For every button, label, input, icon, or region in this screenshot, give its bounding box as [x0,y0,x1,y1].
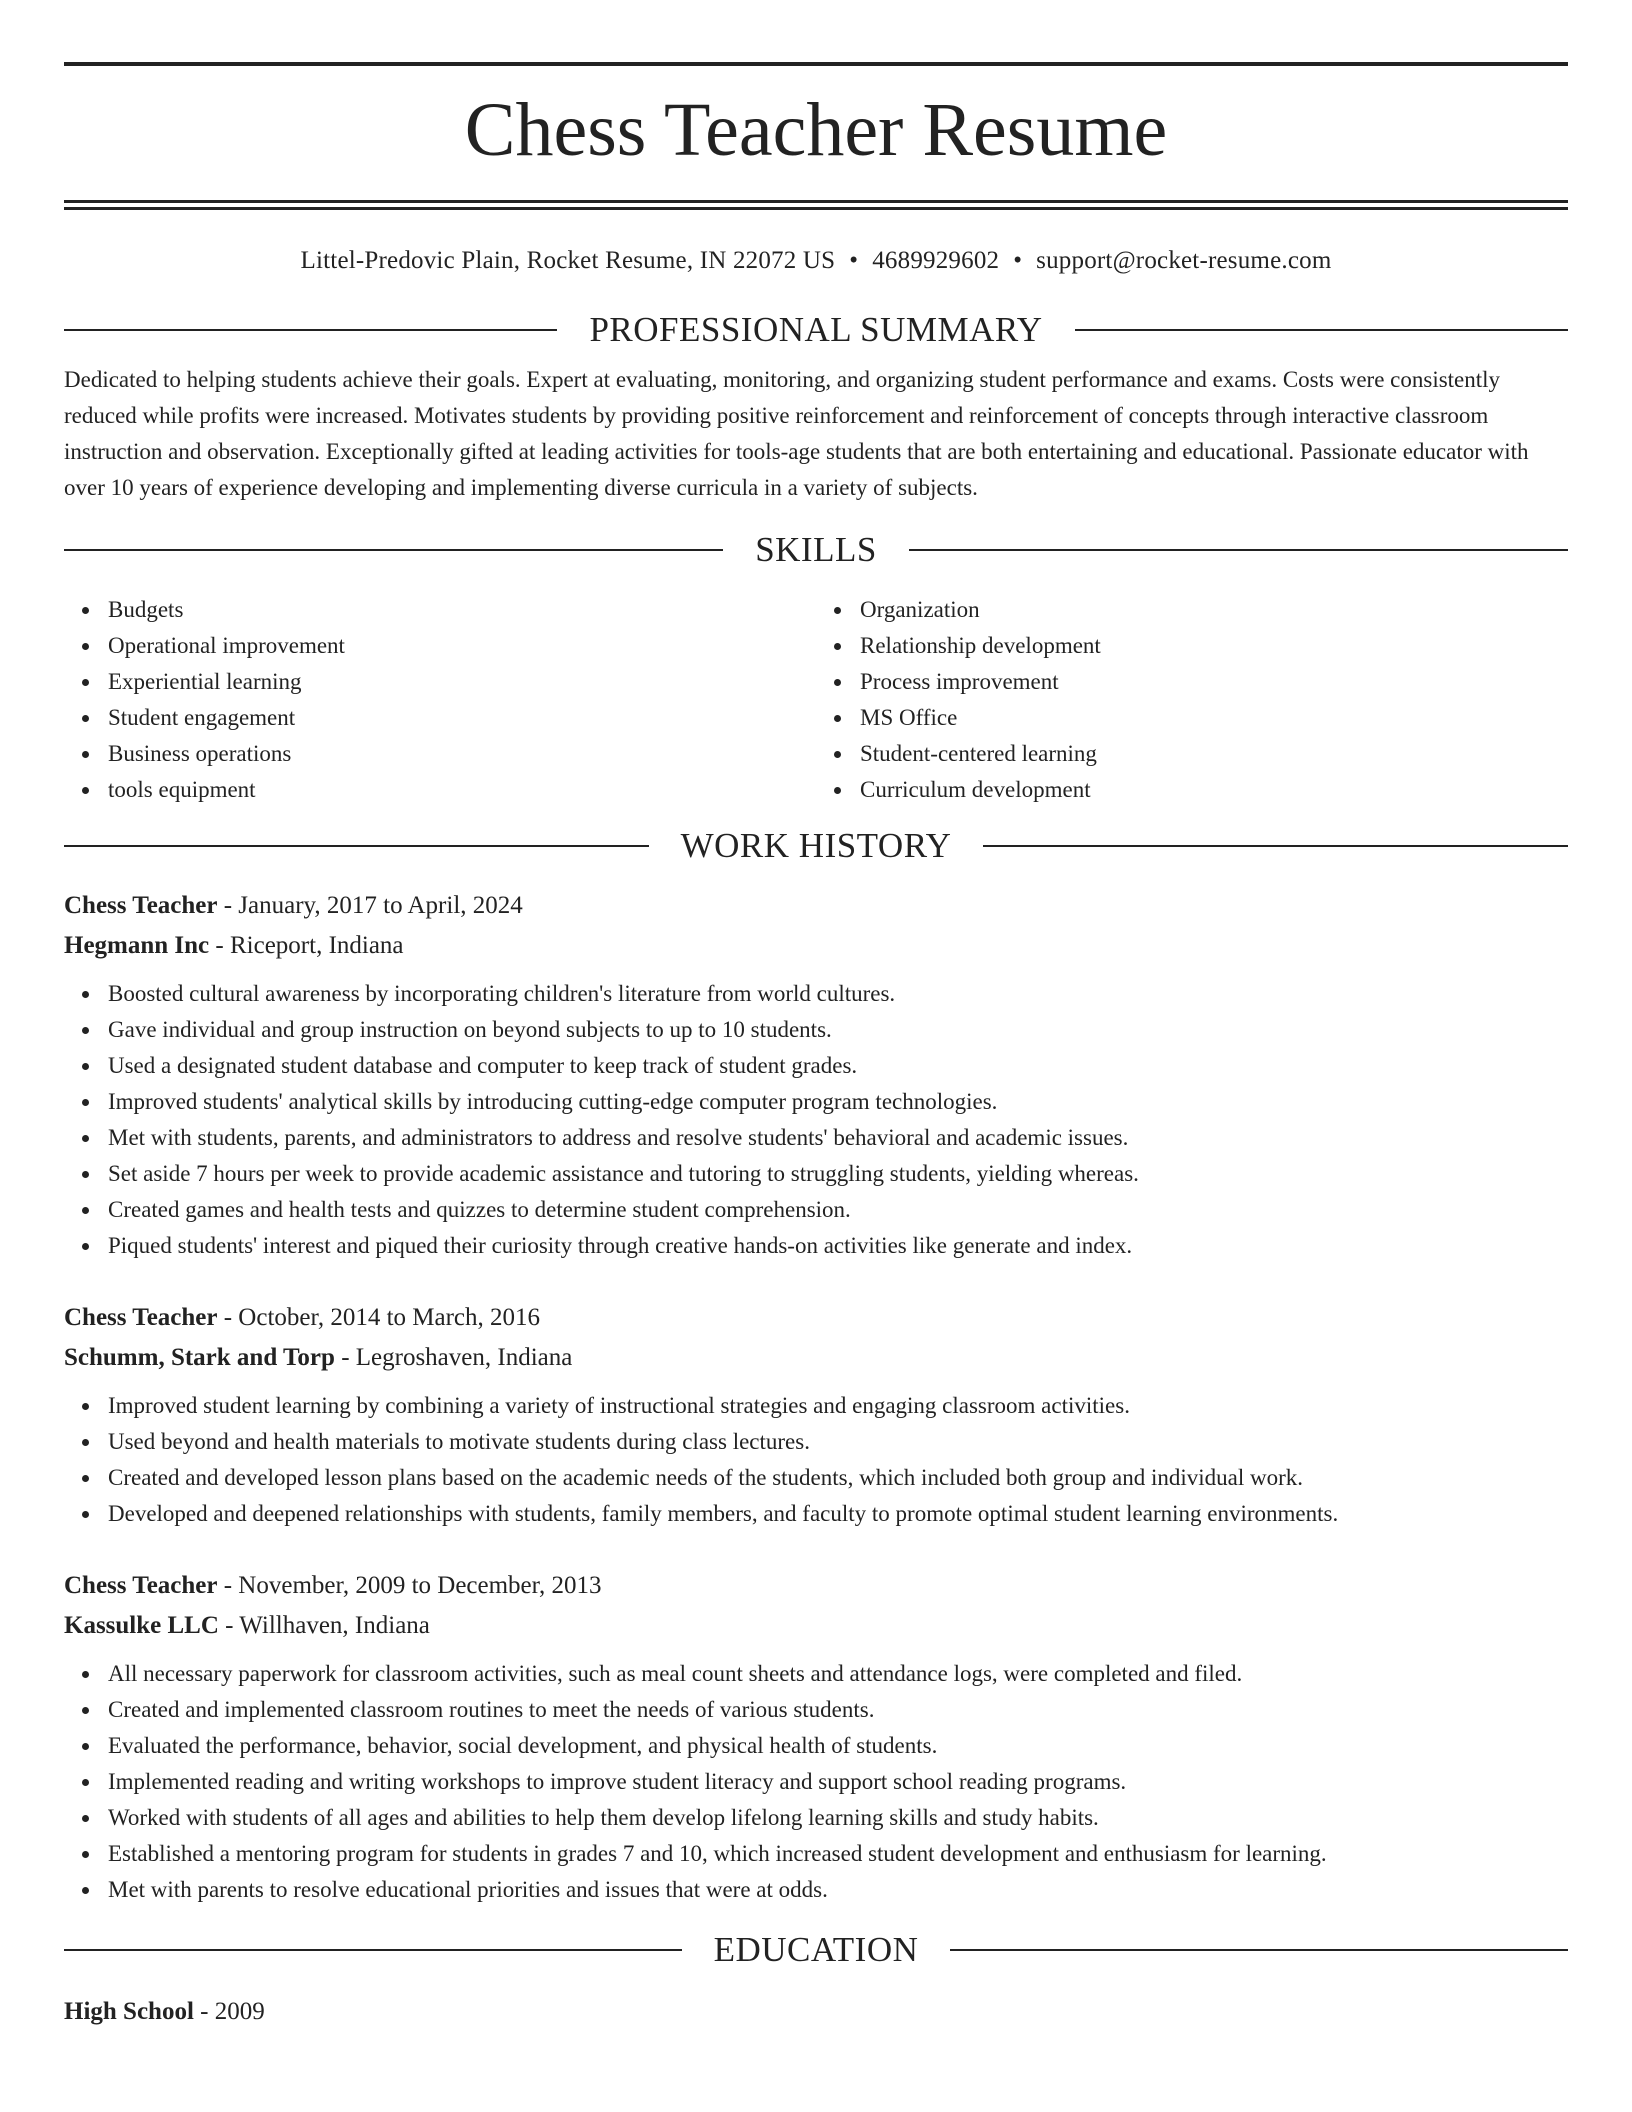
job-location: - Willhaven, Indiana [218,1612,430,1639]
job-bullet: Implemented reading and writing workshops to improve student literacy and support school reading programs. [108,1764,1568,1800]
education-degree: High School [64,1998,194,2025]
section-rule [983,845,1568,847]
job-company: Hegmann Inc [64,932,210,959]
section-rule [64,329,557,331]
job-bullet: Met with parents to resolve educational priorities and issues that were at odds. [108,1872,1568,1908]
job-company-line [64,926,1568,966]
job-bullet: Evaluated the performance, behavior, social development, and physical health of students. [108,1728,1568,1764]
education-year: - 2009 [193,1998,265,2025]
job-bullet: Piqued students' interest and piqued their curiosity through creative hands-on activities like generate and index. [108,1228,1568,1264]
job-bullet: Used beyond and health materials to motivate students during class lectures. [108,1424,1568,1460]
job-entry [64,1566,1568,1908]
skill-item: Relationship development [860,628,1568,664]
job-title-line [64,886,1568,926]
section-title-skills: SKILLS [755,530,877,569]
contact-separator: • [1013,247,1023,274]
skill-item: Budgets [108,592,816,628]
section-rule [64,845,649,847]
skill-item: Process improvement [860,664,1568,700]
job-title: Chess Teacher [64,1304,218,1331]
job-bullet: Developed and deepened relationships with students, family members, and faculty to promote optimal student learning environments. [108,1496,1568,1532]
job-entry [64,886,1568,1264]
job-bullet: Set aside 7 hours per week to provide academic assistance and tutoring to struggling students, yielding whereas. [108,1156,1568,1192]
skill-item: Curriculum development [860,772,1568,808]
skill-item: Organization [860,592,1568,628]
job-title-line [64,1566,1568,1606]
job-title-line [64,1298,1568,1338]
section-rule [909,549,1568,551]
job-location: - Riceport, Indiana [209,932,404,959]
section-header-education [64,1930,1568,1970]
job-bullet: Used a designated student database and computer to keep track of student grades. [108,1048,1568,1084]
contact-address: Littel-Predovic Plain, Rocket Resume, IN 22072 US [300,247,836,274]
skill-item: Business operations [108,736,816,772]
education-entry [64,1992,1568,2032]
section-rule [64,549,723,551]
contact-email: support@rocket-resume.com [1036,247,1332,274]
skills-column-left [64,592,816,808]
job-location: - Legroshaven, Indiana [334,1344,573,1371]
section-rule [64,1949,682,1951]
job-bullet: Created games and health tests and quizzes to determine student comprehension. [108,1192,1568,1228]
job-bullet: Created and implemented classroom routines to meet the needs of various students. [108,1692,1568,1728]
skill-item: MS Office [860,700,1568,736]
top-rule [64,62,1568,66]
job-bullet: Met with students, parents, and administrators to address and resolve students' behavioral and academic issues. [108,1120,1568,1156]
job-company: Kassulke LLC [64,1612,219,1639]
section-rule [1075,329,1568,331]
page-title: Chess Teacher Resume [464,88,1168,172]
job-bullet: Improved student learning by combining a variety of instructional strategies and engaging classroom activities. [108,1388,1568,1424]
section-header-work [64,826,1568,866]
skill-item: Operational improvement [108,628,816,664]
job-bullets [64,1656,1568,1908]
title-double-rule [64,200,1568,210]
job-bullet: Improved students' analytical skills by introducing cutting-edge computer program technologies. [108,1084,1568,1120]
job-entry [64,1298,1568,1532]
skills-column-right [816,592,1568,808]
job-title: Chess Teacher [64,892,218,919]
job-bullet: Worked with students of all ages and abilities to help them develop lifelong learning skills and study habits. [108,1800,1568,1836]
section-header-summary [64,310,1568,350]
job-bullet: Gave individual and group instruction on beyond subjects to up to 10 students. [108,1012,1568,1048]
job-bullet: All necessary paperwork for classroom activities, such as meal count sheets and attendance logs, were completed and filed. [108,1656,1568,1692]
section-title-education: EDUCATION [713,1930,919,1969]
contact-phone: 4689929602 [872,247,1000,274]
contact-line [64,246,1568,276]
job-company-line [64,1606,1568,1646]
job-dates: - January, 2017 to April, 2024 [217,892,523,919]
job-bullet: Established a mentoring program for students in grades 7 and 10, which increased student development and enthusiasm for learning. [108,1836,1568,1872]
job-bullet: Boosted cultural awareness by incorporating children's literature from world cultures. [108,976,1568,1012]
job-title: Chess Teacher [64,1572,218,1599]
skill-item: Student engagement [108,700,816,736]
job-company: Schumm, Stark and Torp [64,1344,335,1371]
contact-separator: • [849,247,859,274]
job-bullet: Created and developed lesson plans based on the academic needs of the students, which included both group and individual work. [108,1460,1568,1496]
job-bullets [64,1388,1568,1532]
job-bullets [64,976,1568,1264]
skills-list [64,592,1568,808]
job-company-line [64,1338,1568,1378]
summary-text: Dedicated to helping students achieve their goals. Expert at evaluating, monitoring, and organizing student performance and exams. Costs were consistently reduced while profits were increased. Motivates students by providing positive reinforcement and reinforcement of concepts through interactive classroom instruction and observation. Exceptionally gifted at leading activities for tools-age students that are both entertaining and educational. Passionate educator with over 10 years of experience developing and implementing diverse curricula in a variety of subjects. [64,367,1529,500]
skill-item: tools equipment [108,772,816,808]
section-title-work: WORK HISTORY [680,826,952,865]
resume-page [64,0,1568,2032]
section-rule [950,1949,1568,1951]
section-title-summary: PROFESSIONAL SUMMARY [589,310,1043,349]
skill-item: Student-centered learning [860,736,1568,772]
job-dates: - October, 2014 to March, 2016 [217,1304,541,1331]
job-dates: - November, 2009 to December, 2013 [217,1572,602,1599]
section-header-skills [64,530,1568,570]
skill-item: Experiential learning [108,664,816,700]
